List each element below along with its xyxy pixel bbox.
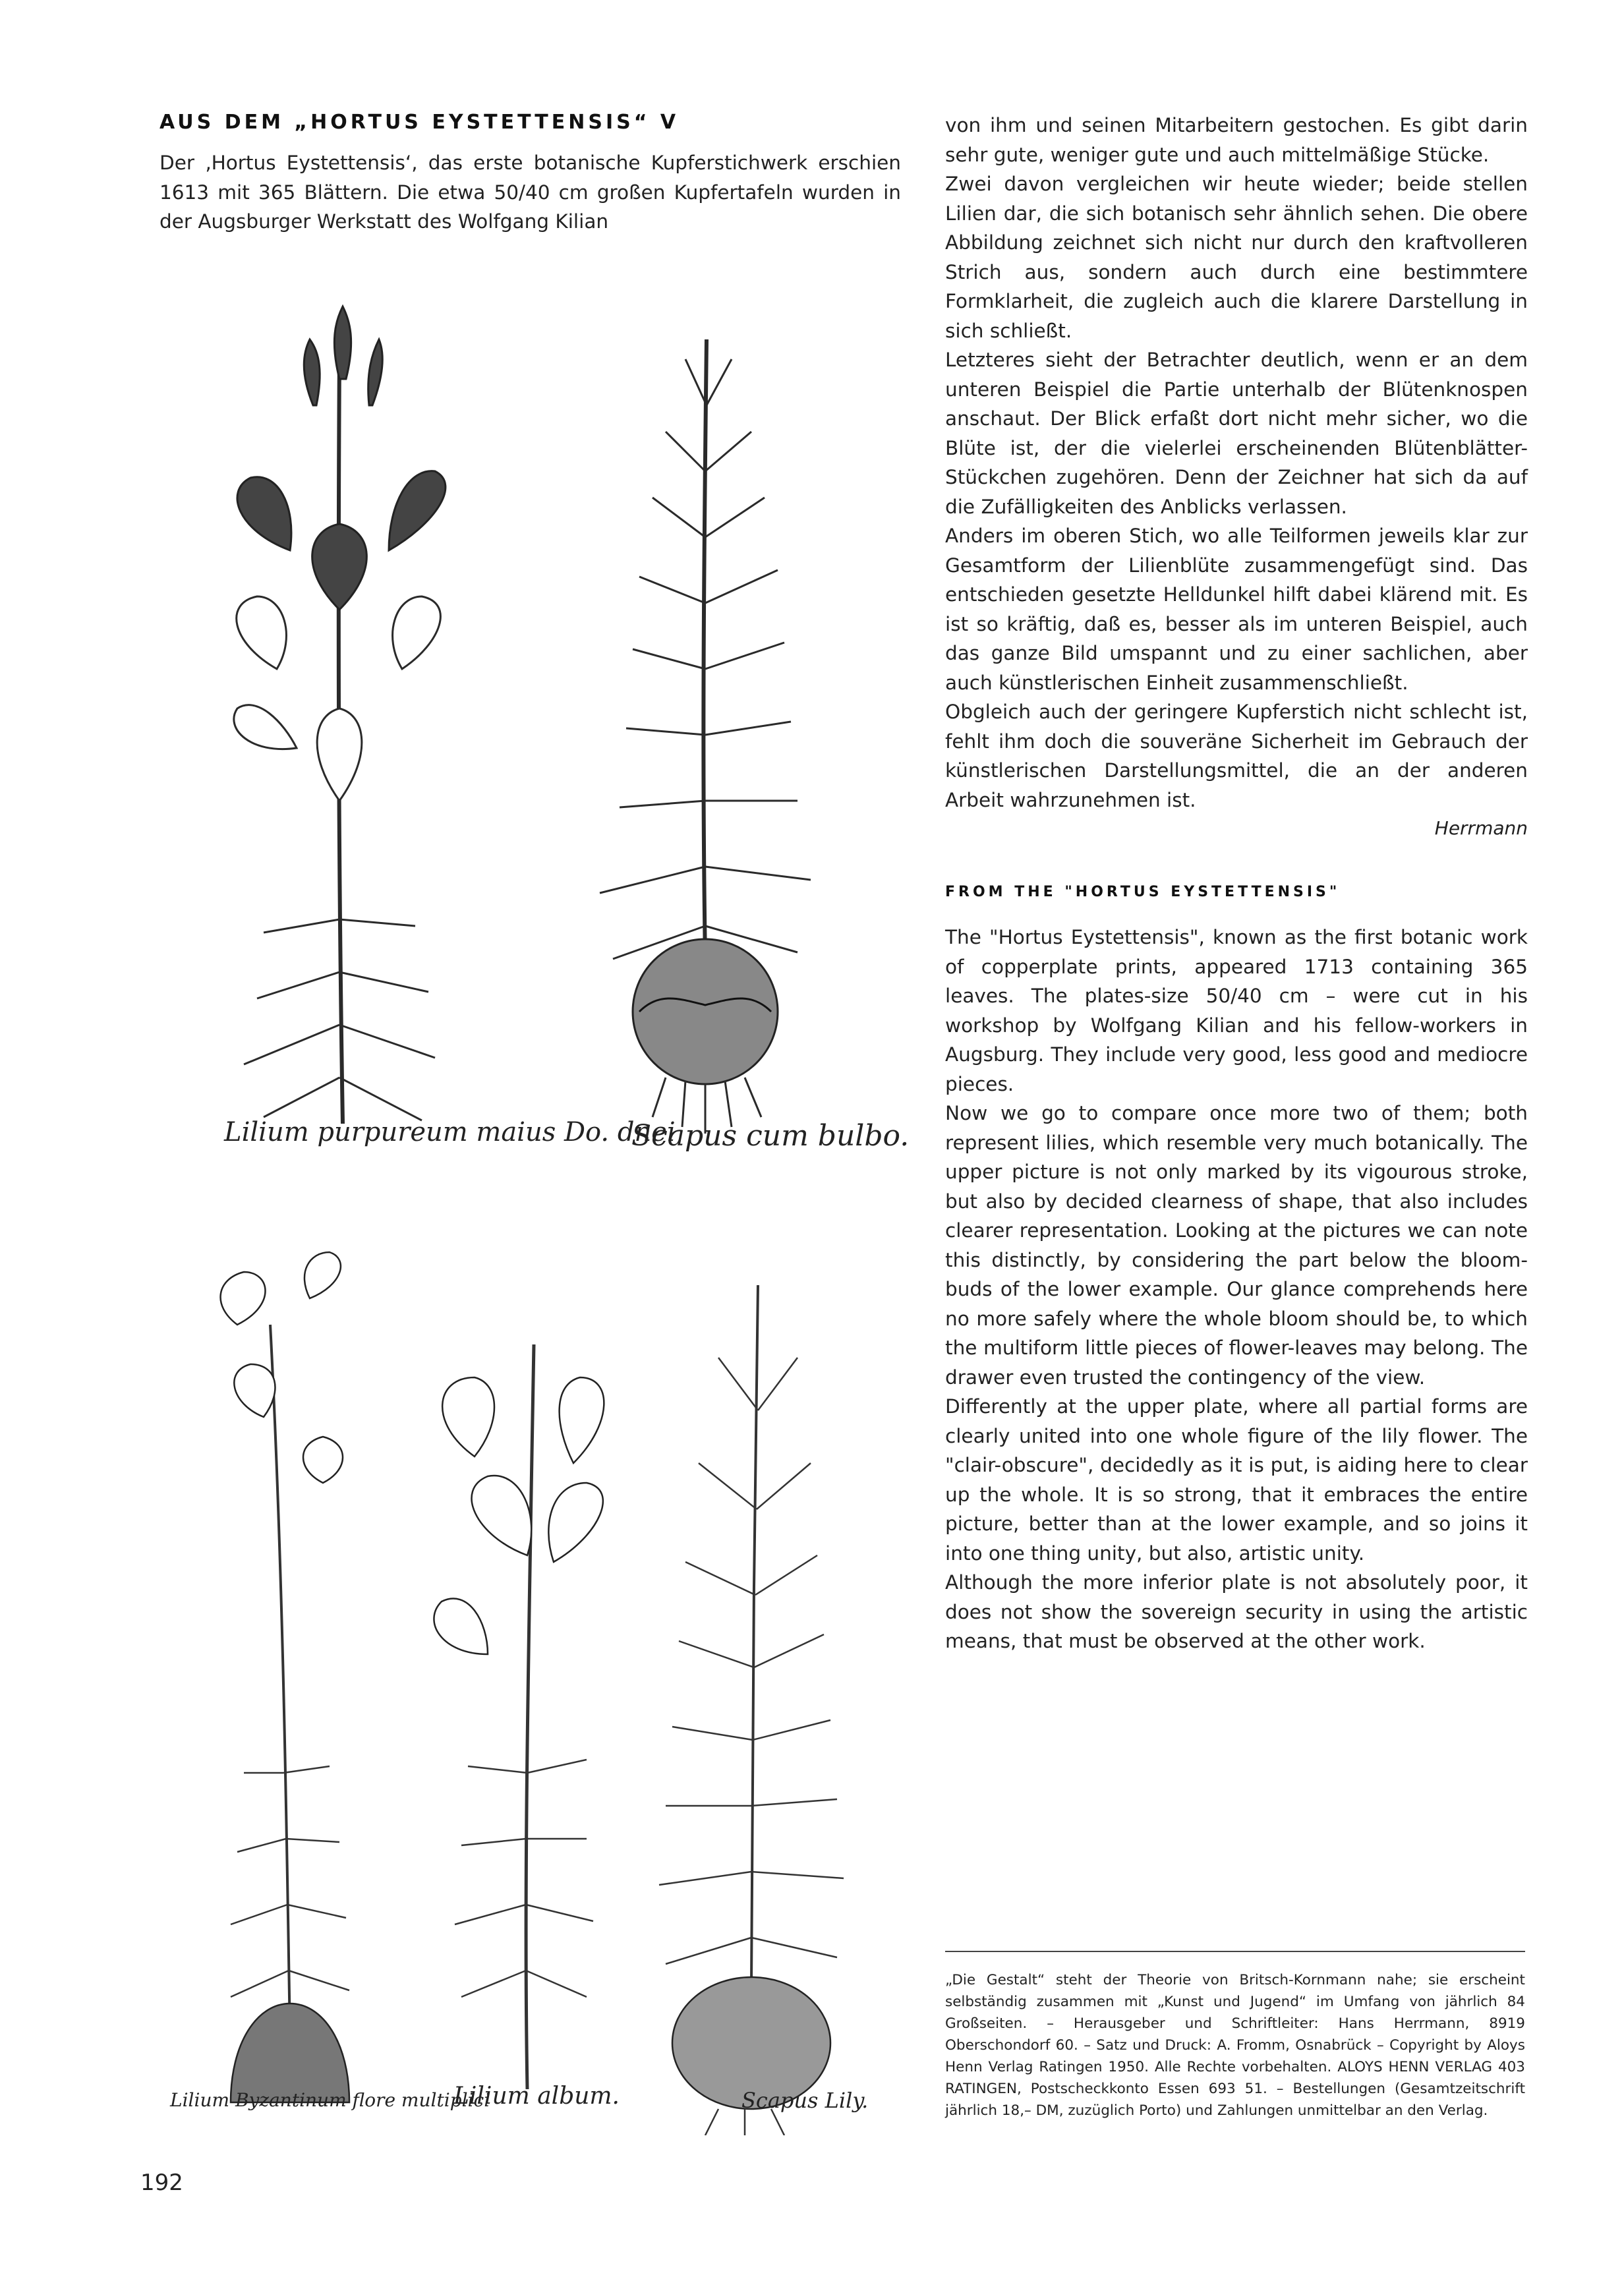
german-paragraph: Anders im oberen Stich, wo alle Teilformen jeweils klar zur Gesamtform der Lilienblüte zusammengefügt sind. Das entschieden gesetzte Helldunkel hilft dabei klärend mit. Es ist so kräftig, daß es, besser als im unteren Beispiel, auch das ganze Bild umspannt und zu einer sachlichen, aber auch künstlerischen Einheit zusammenschließt.	[945, 525, 1528, 694]
imprint-note: „Die Gestalt“ steht der Theorie von Britsch-Kornmann nahe; sie erscheint selbständig zusammen mit „Kunst und Jugend“ im Umfang von jährlich 84 Großseiten. – Herausgeber und Schriftleiter: Hans Herrmann, 8919 Oberschondorf 60. – Satz und Druck: A. Fromm, Osnabrück – Copyright by Aloys Henn Verlag Ratingen 1950. Alle Rechte vorbehalten. ALOYS HENN VERLAG 403 RATINGEN, Postscheckkonto Essen 693 51. – Bestellungen (Gesamtzeitschrift jährlich 18,– DM, zuzüglich Porto) und Zahlungen unmittelbar an den Verlag.	[945, 1972, 1525, 2119]
english-paragraph: Now we go to compare once more two of them; both represent lilies, which resemble very much botanically. The upper picture is not only marked by its vigourous stroke, but also by decided clearness of shape, that also includes clearer representation. Looking at the pictures we can note this distinctly, by considering the part below the bloom-buds of the lower example. Our glance comprehends here no more safely where the whole bloom should be, to which the multiform little pieces of flower-leaves may belong. The drawer even trusted the contingency of the view.	[945, 1102, 1528, 1389]
engraving-top-plate	[165, 300, 896, 1170]
english-paragraph: Although the more inferior plate is not absolutely poor, it does not show the sovereign security in using the artistic means, that must be observed at the other work.	[945, 1571, 1528, 1652]
german-paragraph: Letzteres sieht der Betrachter deutlich, wenn er an dem unteren Beispiel die Partie unterhalb der Blütenknospen anschaut. Der Blick erfaßt dort nicht mehr sicher, wo die Blüte ist, der die vielerlei erscheinenden Blütenblätter-Stückchen zugehören. Denn der Zeichner hat sich da auf die Zufälligkeiten des Anblicks verlassen.	[945, 349, 1528, 518]
bottom-caption-right: Scapus Lily.	[741, 2088, 869, 2113]
top-caption-right: Scapus cum bulbo.	[631, 1119, 910, 1153]
german-intro: Der ‚Hortus Eystettensis‘, das erste botanische Kupferstichwerk erschien 1613 mit 365 Blättern. Die etwa 50/40 cm großen Kupfertafeln wurden in der Augsburger Werkstatt des Wolfgang Kilian	[160, 152, 901, 233]
english-paragraph: Differently at the upper plate, where all partial forms are clearly united into one whole figure of the lily flower. The "clair-obscure", decidedly as it is put, is aiding here to clear up the whole. It is so strong, that it embraces the entire picture, better than at the lower example, and so joins it into one thing unity, but also, artistic unity.	[945, 1395, 1528, 1565]
bottom-caption-middle: Lilium album.	[453, 2083, 620, 2110]
lily-engraving-top-image	[165, 300, 896, 1170]
german-paragraph: Obgleich auch der geringere Kupferstich nicht schlecht ist, fehlt ihm doch die souveräne Sicherheit im Gebrauch der künstlerischen Darstellungsmittel, die an der anderen Arbeit wahrzunehmen ist.	[945, 701, 1528, 811]
german-body	[945, 111, 1528, 839]
german-paragraph: von ihm und seinen Mitarbeitern gestochen. Es gibt darin sehr gute, weniger gute und auch mittelmäßige Stücke.	[945, 114, 1528, 166]
english-section	[945, 884, 1528, 1656]
left-column	[160, 111, 901, 237]
english-heading: FROM THE "HORTUS EYSTETTENSIS"	[945, 884, 1341, 900]
german-heading: AUS DEM „HORTUS EYSTETTENSIS“ V	[160, 111, 680, 134]
right-column	[945, 111, 1528, 1656]
page-number: 192	[140, 2170, 183, 2196]
author-signature: Herrmann	[1434, 817, 1528, 839]
lily-engraving-bottom-image	[158, 1246, 903, 2135]
english-paragraph: The "Hortus Eystettensis", known as the first botanic work of copperplate prints, appeared 1713 containing 365 leaves. The plates-size 50/40 cm – were cut in his workshop by Wolfgang Kilian and his fellow-workers in Augsburg. They include very good, less good and mediocre pieces.	[945, 926, 1528, 1095]
imprint-divider	[945, 1951, 1525, 1952]
top-caption-left: Lilium purpureum maius Do. dnei	[224, 1117, 676, 1147]
german-paragraph: Zwei davon vergleichen wir heute wieder; beide stellen Lilien dar, die sich botanisch sehr ähnlich sehen. Die obere Abbildung zeichnet sich nicht nur durch den kraftvolleren Strich aus, sondern auch durch eine bestimmtere Formklarheit, die zugleich auch die klarere Darstellung in sich schließt.	[945, 173, 1528, 342]
bottom-caption-left: Lilium Byzantinum flore multiplici	[170, 2089, 490, 2111]
engraving-bottom-plate	[158, 1246, 903, 2135]
